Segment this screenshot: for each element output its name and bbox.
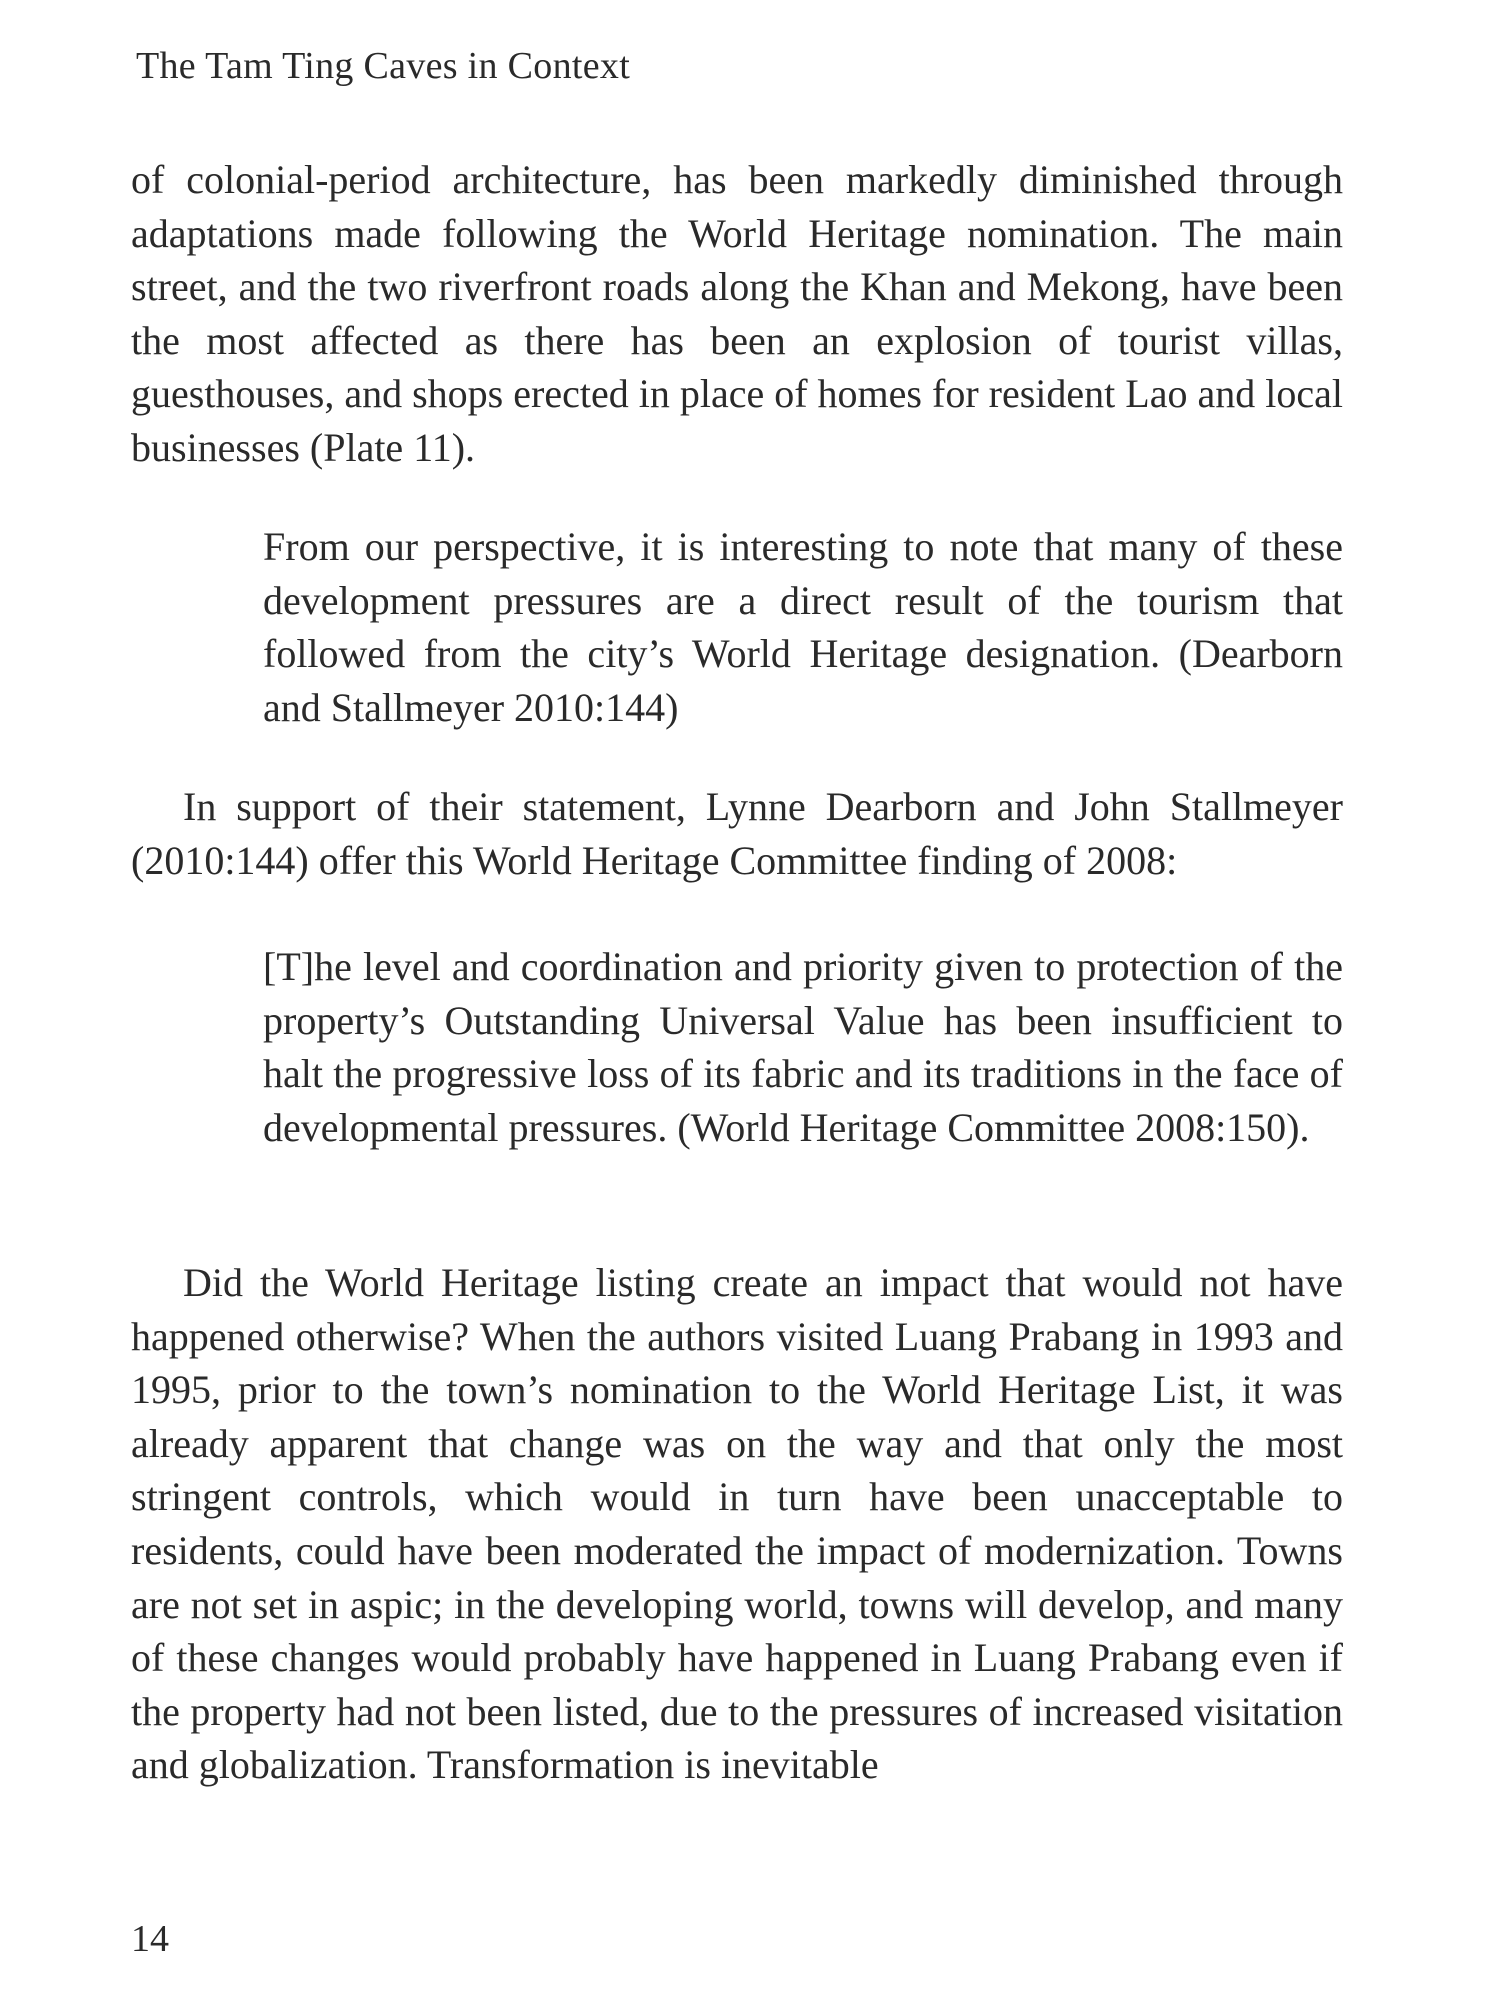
running-title: The Tam Ting Caves in Context (136, 45, 631, 87)
body-paragraph-3: Did the World Heritage listing create an impact that would not have happened otherwise? When the authors visited Luang Prabang in 1993 and 1995, prior to the town’s nomination to the World Heritage List, it was already apparent that change was on the way and that only the most stringent controls, which would in turn have been unacceptable to residents, could have been moderated the impact of modernization. Towns are not set in aspic; in the developing world, towns will develop, and many of these changes would probably have happened in Luang Prabang even if the property had not been listed, due to the pressures of increased visitation and globalization. Transformation is inevitable (131, 1260, 1343, 1788)
body-paragraph-1: of colonial-period architecture, has been markedly diminished through adaptations made following the World Heritage nomination. The main street, and the two riverfront roads along the Khan and Mekong, have been the most affected as there has been an explosion of tourist villas, guesthouses, and shops erected in place of homes for resident Lao and local businesses (Plate 11). (131, 157, 1343, 470)
page-number: 14 (131, 1918, 169, 1960)
body-paragraph-2: In support of their statement, Lynne Dearborn and John Stallmeyer (2010:144) offer this World Heritage Committee finding of 2008: (131, 784, 1343, 883)
block-quote-1: From our perspective, it is interesting to note that many of these development pressures are a direct result of the tourism that followed from the city’s World Heritage designation. (Dearborn and Stallmeyer 2010:144) (263, 524, 1343, 730)
block-quote-2: [T]he level and coordination and priority given to protection of the property’s Outstanding Universal Value has been insufficient to halt the progressive loss of its fabric and its traditions in the face of developmental pressures. (World Heritage Committee 2008:150). (263, 944, 1343, 1150)
